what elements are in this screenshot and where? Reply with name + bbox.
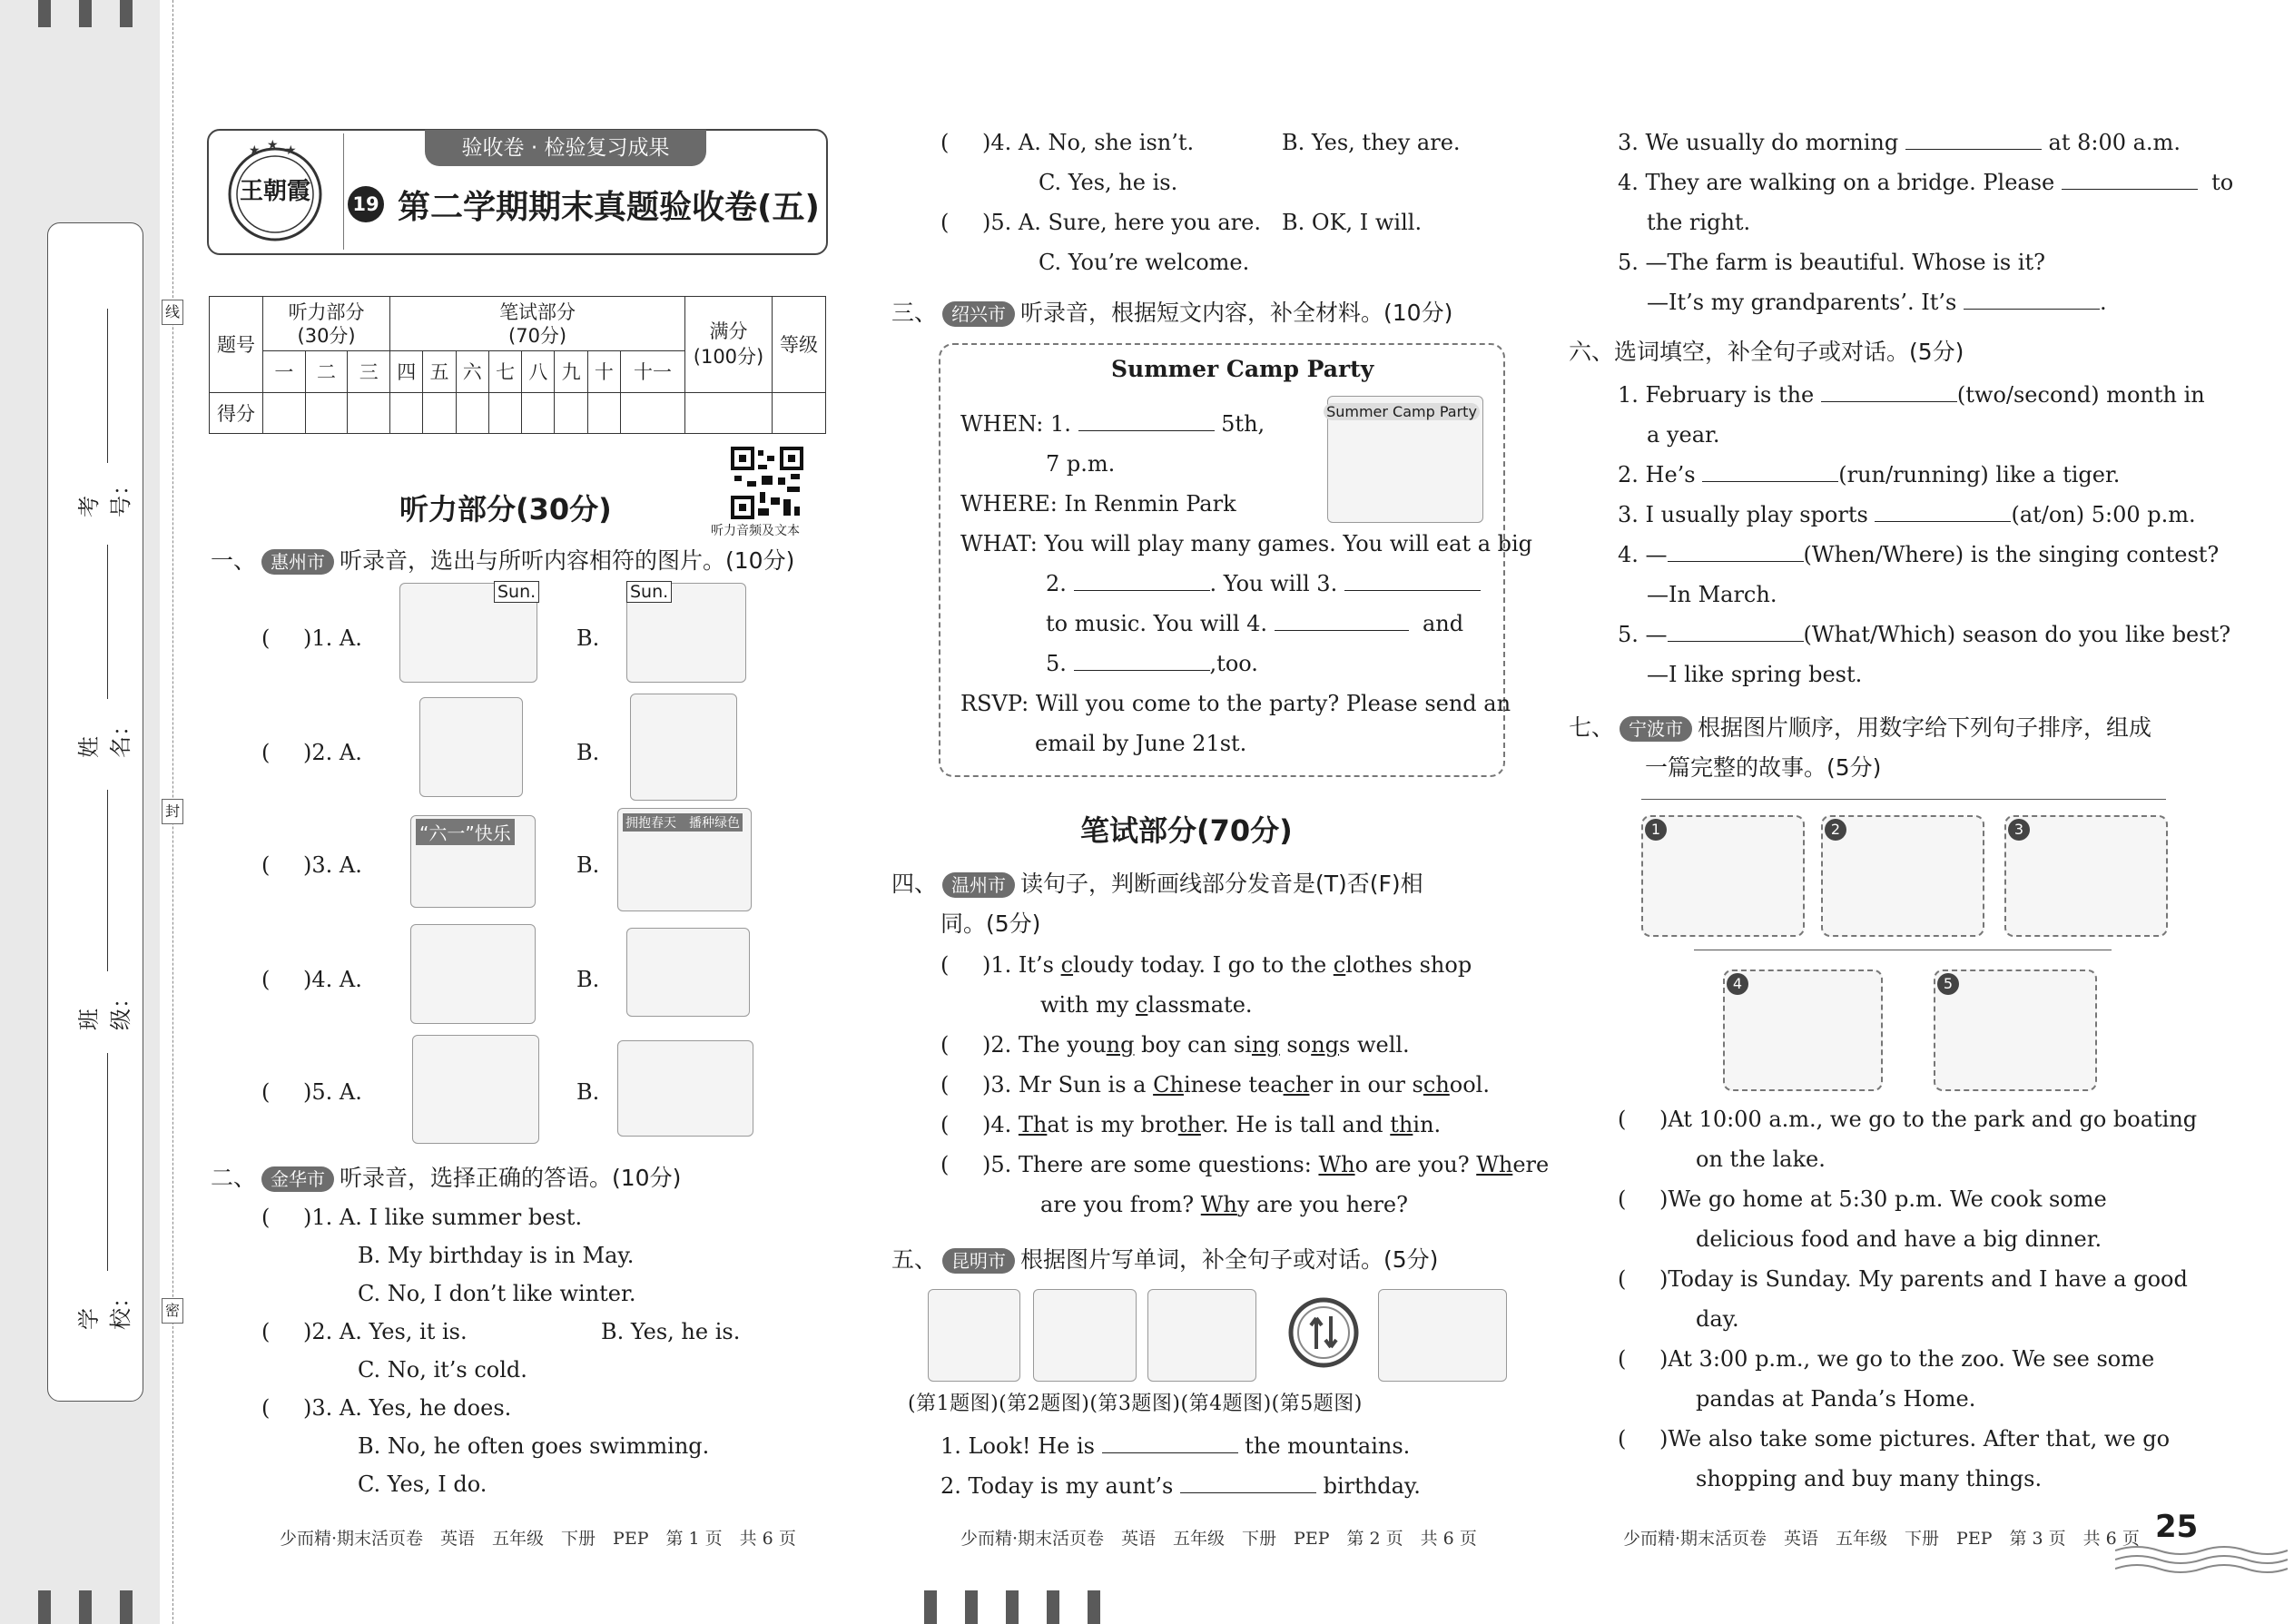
section-6-heading: 六、选词填空，补全句子或对话。(5分) <box>1569 339 1964 365</box>
s6-question: —In March. <box>1647 582 1777 607</box>
wave-decoration <box>2115 1543 2288 1574</box>
q-number: 四 <box>390 351 423 392</box>
q-number: 十一 <box>621 351 685 392</box>
section-7-heading-cont: 一篇完整的故事。(5分) <box>1645 754 1882 781</box>
score-cell[interactable] <box>423 392 456 433</box>
blank[interactable] <box>1668 619 1804 642</box>
student-info-card <box>47 222 143 1402</box>
s7-sentence: ( )Today is Sunday. My parents and I have a good <box>1618 1266 2188 1292</box>
s4-item: ( )5. There are some questions: Who are you? Where <box>940 1152 1550 1177</box>
s2-line: C. No, I don’t like winter. <box>358 1281 636 1306</box>
s2-line: B. My birthday is in May. <box>358 1243 635 1268</box>
field-line[interactable] <box>107 1053 108 1271</box>
logo-text: 王朝霞 <box>239 178 310 205</box>
registration-mark <box>120 1590 133 1624</box>
registration-mark <box>1006 1590 1019 1624</box>
notice-line: to music. You will 4. and <box>1046 608 1463 639</box>
notice-line: 7 p.m. <box>1046 451 1116 477</box>
panel-number: 5 <box>1937 973 1959 995</box>
s7-sentence: on the lake. <box>1696 1147 1826 1172</box>
score-cell[interactable] <box>522 392 555 433</box>
page-number: 25 <box>2155 1509 2199 1545</box>
notice-line: email by June 21st. <box>1035 731 1247 756</box>
blank[interactable] <box>1668 539 1804 562</box>
s1-option-b: B. <box>576 740 600 765</box>
field-class: 班级： <box>76 987 133 1030</box>
svg-text:★: ★ <box>285 143 297 158</box>
seal-mark: 密 <box>162 1298 183 1324</box>
q-number: 三 <box>348 351 390 392</box>
banner: 验收卷 · 检验复习成果 <box>425 130 706 166</box>
s7-sentence: ( )At 3:00 p.m., we go to the zoo. We see some <box>1618 1346 2155 1372</box>
s6-question: a year. <box>1647 422 1720 448</box>
s2-line: ( )5. A. Sure, here you are. <box>940 210 1261 235</box>
s1-option-b: B. <box>576 625 600 651</box>
registration-mark <box>120 0 133 27</box>
blank[interactable] <box>1964 287 2100 310</box>
blank[interactable] <box>1702 459 1838 482</box>
s6-question: 4. — (When/Where) is the singing contest? <box>1618 539 2219 570</box>
s2-line: C. Yes, I do. <box>358 1471 487 1497</box>
s6-question: 2. He’s (run/running) like a tiger. <box>1618 459 2120 490</box>
s5-question: 1. Look! He is the mountains. <box>940 1431 1410 1462</box>
s2-line: ( )3. A. Yes, he does. <box>261 1395 512 1421</box>
sign-label: “六一”快乐 <box>416 819 515 845</box>
s6-question: 5. — (What/Which) season do you like best? <box>1618 619 2230 650</box>
blank[interactable] <box>1078 408 1215 431</box>
storyboard-rail <box>1641 799 2166 800</box>
blank[interactable] <box>1275 608 1409 631</box>
registration-mark <box>38 1590 51 1624</box>
score-cell[interactable] <box>773 392 826 433</box>
writing-head: 笔试部分 (70分) <box>390 297 685 351</box>
section-4-heading-cont: 同。(5分) <box>940 910 1041 937</box>
s5-question: 3. We usually do morning at 8:00 a.m. <box>1618 127 2181 158</box>
s2-line: C. Yes, he is. <box>1039 170 1178 195</box>
picture-2b <box>630 694 737 801</box>
listening-title: 听力部分(30分) <box>399 492 612 527</box>
field-line[interactable] <box>107 790 108 971</box>
blank[interactable] <box>1875 499 2011 522</box>
paper-title: 第二学期期末真题验收卷(五) <box>398 189 820 226</box>
s4-item: ( )4. That is my brother. He is tall and thin. <box>940 1112 1442 1137</box>
footer: 少而精·期末活页卷 英语 五年级 下册 PEP 第 3 页 共 6 页 <box>1623 1529 2140 1549</box>
field-exam-number: 考号： <box>76 474 133 517</box>
s4-item: ( )2. The young boy can sing songs well. <box>940 1032 1410 1058</box>
notice-line: RSVP: Will you come to the party? Please send an <box>960 691 1511 716</box>
section-2-heading: 二、 金华市 听录音，选择正确的答语。(10分) <box>211 1165 682 1191</box>
score-label: 得分 <box>210 392 263 433</box>
q-number: 七 <box>488 351 521 392</box>
city-badge: 温州市 <box>942 872 1015 898</box>
score-cell[interactable] <box>263 392 306 433</box>
field-school: 学校： <box>76 1286 133 1330</box>
blank[interactable] <box>1102 1431 1238 1453</box>
s5-question: the right. <box>1647 210 1751 235</box>
registration-mark <box>1088 1590 1100 1624</box>
score-cell[interactable] <box>456 392 488 433</box>
s7-sentence: shopping and buy many things. <box>1696 1466 2043 1491</box>
s2-line: ( )4. A. No, she isn’t. <box>940 130 1195 155</box>
registration-mark <box>924 1590 937 1624</box>
q-number: 二 <box>305 351 348 392</box>
score-table <box>209 296 826 434</box>
picture-farm <box>1378 1289 1507 1382</box>
s1-item: ( )4. A. <box>261 967 362 992</box>
listening-head: 听力部分 (30分) <box>263 297 390 351</box>
paper-number: 19 <box>348 186 384 222</box>
sun-label: Sun. <box>626 581 672 603</box>
s5-question: 2. Today is my aunt’s birthday. <box>940 1471 1421 1501</box>
field-line[interactable] <box>107 545 108 699</box>
score-cell[interactable] <box>555 392 587 433</box>
s7-sentence: ( )At 10:00 a.m., we go to the park and go boating <box>1618 1107 2198 1132</box>
q-number: 六 <box>456 351 488 392</box>
city-badge: 惠州市 <box>261 549 334 575</box>
score-cell[interactable] <box>488 392 521 433</box>
registration-mark <box>79 0 92 27</box>
s7-sentence: delicious food and have a big dinner. <box>1696 1226 2102 1252</box>
panel-number: 2 <box>1825 819 1846 841</box>
picture-birthday <box>1033 1289 1137 1382</box>
blank[interactable] <box>1905 127 2042 150</box>
s6-question: 3. I usually play sports (at/on) 5:00 p.m. <box>1618 499 2196 530</box>
notice-title: Summer Camp Party <box>1111 356 1374 382</box>
notice-line: 5. ,too. <box>1046 648 1258 679</box>
score-cell[interactable] <box>685 392 773 433</box>
footer: 少而精·期末活页卷 英语 五年级 下册 PEP 第 2 页 共 6 页 <box>960 1529 1477 1549</box>
q-number: 八 <box>522 351 555 392</box>
s1-option-b: B. <box>576 1079 600 1105</box>
s1-item: ( )1. A. <box>261 625 362 651</box>
s7-sentence: pandas at Panda’s Home. <box>1696 1386 1976 1412</box>
q-number: 十 <box>587 351 620 392</box>
s7-sentence: ( )We go home at 5:30 p.m. We cook some <box>1618 1186 2107 1212</box>
notice-line: WHERE: In Renmin Park <box>960 491 1236 517</box>
qr-code[interactable] <box>731 447 803 519</box>
registration-mark <box>965 1590 978 1624</box>
s2-line: ( )2. A. Yes, it is. <box>261 1319 468 1344</box>
s2-line: C. No, it’s cold. <box>358 1357 527 1383</box>
picture-5b <box>617 1040 753 1137</box>
blank[interactable] <box>1180 1471 1316 1493</box>
blank[interactable] <box>1074 648 1210 671</box>
party-picture-label: Summer Camp Party <box>1324 403 1480 420</box>
qr-caption: 听力音频及文本 <box>711 524 800 538</box>
picture-4b <box>626 928 750 1017</box>
field-line[interactable] <box>107 309 108 463</box>
header-divider <box>343 133 344 250</box>
score-cell[interactable] <box>305 392 348 433</box>
score-cell[interactable] <box>621 392 685 433</box>
panel-number: 1 <box>1645 819 1667 841</box>
q-number: 五 <box>423 351 456 392</box>
section-4-heading: 四、 温州市 读句子，判断画线部分发音是(T)否(F)相 <box>891 871 1423 897</box>
s2-line: B. Yes, they are. <box>1282 130 1461 155</box>
s1-item: ( )2. A. <box>261 740 362 765</box>
picture-5a <box>412 1035 539 1144</box>
picture-4a <box>410 924 536 1024</box>
svg-text:★: ★ <box>267 138 279 153</box>
notice-line: WHAT: You will play many games. You will eat a big <box>960 531 1533 556</box>
picture-climbing <box>928 1289 1020 1382</box>
s6-question: —I like spring best. <box>1647 662 1863 687</box>
panel-number: 3 <box>2008 819 2030 841</box>
s4-item: ( )1. It’s cloudy today. I go to the clothes shop <box>940 952 1472 978</box>
s5-question: 5. —The farm is beautiful. Whose is it? <box>1618 250 2045 275</box>
s4-item: are you from? Why are you here? <box>1040 1192 1408 1217</box>
picture-children <box>1147 1289 1256 1382</box>
s1-item: ( )3. A. <box>261 852 362 878</box>
city-badge: 金华市 <box>261 1166 334 1192</box>
blank[interactable] <box>1074 568 1210 591</box>
section-7-heading: 七、 宁波市 根据图片顺序，用数字给下列句子排序，组成 <box>1569 714 2152 741</box>
s2-line: B. OK, I will. <box>1282 210 1423 235</box>
score-cell[interactable] <box>390 392 423 433</box>
s4-item: ( )3. Mr Sun is a Chinese teacher in our school. <box>940 1072 1490 1097</box>
picture-2a <box>419 697 523 797</box>
s5-question: 4. They are walking on a bridge. Please to <box>1618 167 2233 198</box>
s7-sentence: ( )We also take some pictures. After that, we go <box>1618 1426 2171 1452</box>
s5-question: —It’s my grandparents’. It’s . <box>1647 287 2107 318</box>
footer: 少而精·期末活页卷 英语 五年级 下册 PEP 第 1 页 共 6 页 <box>280 1529 796 1549</box>
city-badge: 宁波市 <box>1620 716 1692 742</box>
turn-sign-icon <box>1287 1296 1360 1369</box>
s2-line: C. You’re welcome. <box>1039 250 1250 275</box>
svg-text:★: ★ <box>249 143 261 158</box>
s6-question: 1. February is the (two/second) month in <box>1618 379 2205 410</box>
s4-item: with my classmate. <box>1040 992 1253 1018</box>
blank[interactable] <box>1344 568 1481 591</box>
field-name: 姓名： <box>76 714 133 758</box>
table-label: 题号 <box>210 297 263 393</box>
grade-head: 等级 <box>773 297 826 393</box>
s2-line: ( )1. A. I like summer best. <box>261 1205 583 1230</box>
s7-sentence: day. <box>1696 1306 1739 1332</box>
writing-title: 笔试部分(70分) <box>1080 813 1293 848</box>
picture-captions: (第1题图)(第2题图)(第3题图)(第4题图)(第5题图) <box>908 1393 1363 1415</box>
s1-item: ( )5. A. <box>261 1079 362 1105</box>
seal-mark: 线 <box>162 300 183 325</box>
full-score: 满分 (100分) <box>685 297 773 393</box>
registration-mark <box>38 0 51 27</box>
q-number: 九 <box>555 351 587 392</box>
s1-option-b: B. <box>576 967 600 992</box>
notice-line: WHEN: 1. 5th, <box>960 408 1265 439</box>
sign-label: 拥抱春天 播种绿色 <box>623 813 743 832</box>
section-5-heading: 五、 昆明市 根据图片写单词，补全句子或对话。(5分) <box>891 1246 1439 1273</box>
score-cell[interactable] <box>348 392 390 433</box>
section-1-heading: 一、 惠州市 听录音，选出与所听内容相符的图片。(10分) <box>211 547 795 574</box>
blank[interactable] <box>1821 379 1957 402</box>
city-badge: 绍兴市 <box>942 301 1015 327</box>
seal-mark: 封 <box>162 799 183 824</box>
city-badge: 昆明市 <box>942 1248 1015 1274</box>
sun-label: Sun. <box>494 581 539 603</box>
q-number: 一 <box>263 351 306 392</box>
score-cell[interactable] <box>587 392 620 433</box>
s2-line: B. Yes, he is. <box>601 1319 741 1344</box>
registration-mark <box>1047 1590 1059 1624</box>
registration-mark <box>79 1590 92 1624</box>
s1-option-b: B. <box>576 852 600 878</box>
section-3-heading: 三、 绍兴市 听录音，根据短文内容，补全材料。(10分) <box>891 300 1453 326</box>
notice-line: 2. . You will 3. <box>1046 568 1481 599</box>
panel-number: 4 <box>1727 973 1748 995</box>
blank[interactable] <box>2062 167 2198 190</box>
s2-line: B. No, he often goes swimming. <box>358 1433 710 1459</box>
